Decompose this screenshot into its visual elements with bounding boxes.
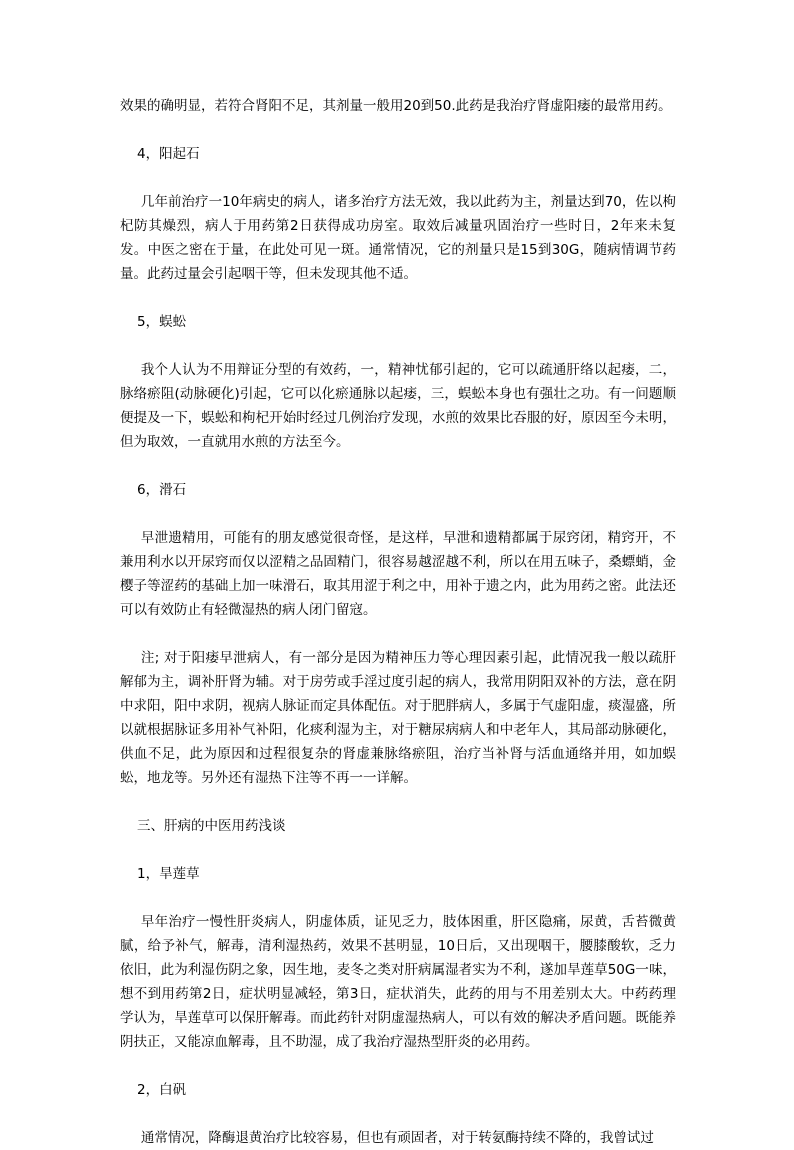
spacer xyxy=(120,1102,676,1126)
heading-yangqishi: 4，阳起石 xyxy=(137,146,200,162)
spacer xyxy=(120,502,676,526)
heading-hanliancao: 1，旱莲草 xyxy=(137,866,200,882)
paragraph-yangqishi: 几年前治疗一10年病史的病人，诸多治疗方法无效，我以此药为主，剂量达到70，佐以枸杞防其燥烈，病人于用药第2日获得成功房室。取效后减量巩固治疗一些时日，2年来未复发。中医之密在于量，在此处可见一斑。通常情况，它的剂量只是15到30G，随病情调节药量。此药过量会引起咽干等，但未发现其他不适。 xyxy=(120,194,676,282)
paragraph-note: 注; 对于阳痿早泄病人，有一部分是因为精神压力等心理因素引起，此情况我一般以疏肝解郁为主，调补肝肾为辅。对于房劳或手淫过度引起的病人，我常用阴阳双补的方法，意在阴中求阳，阳中求阴，视病人脉证而定具体配伍。对于肥胖病人，多属于气虚阳虚，痰湿盛，所以就根据脉证多用补气补阳，化痰利湿为主，对于糖尿病病人和中老年人，其局部动脉硬化，供血不足，此为原因和过程很复杂的肾虚兼脉络瘀阻，治疗当补肾与活血通络并用，如加蜈蚣，地龙等。另外还有湿热下注等不再一一详解。 xyxy=(120,650,676,786)
heading-baifan: 2，白矾 xyxy=(137,1082,187,1098)
paragraph-wugong: 我个人认为不用辩证分型的有效药，一，精神忧郁引起的，它可以疏通肝络以起痿，二，脉络瘀阻(动脉硬化)引起，它可以化瘀通脉以起痿，三，蜈蚣本身也有强壮之功。有一问题顺便提及一下，蜈蚣和枸杞开始时经过几例治疗发现，水煎的效果比吞服的好，原因至今未明，但为取效，一直就用水煎的方法至今。 xyxy=(120,362,676,450)
spacer xyxy=(120,1054,676,1078)
spacer xyxy=(120,166,676,190)
spacer xyxy=(120,790,676,814)
paragraph-intro: 效果的确明显，若符合肾阳不足，其剂量一般用20到50.此药是我治疗肾虚阳痿的最常用药。 xyxy=(120,98,672,114)
document-page xyxy=(120,94,676,1150)
spacer xyxy=(120,622,676,646)
spacer xyxy=(120,838,676,862)
spacer xyxy=(120,454,676,478)
heading-section-liver: 三、肝病的中医用药浅谈 xyxy=(137,818,286,834)
spacer xyxy=(120,118,676,142)
paragraph-baifan: 通常情况，降酶退黄治疗比较容易，但也有顽固者，对于转氨酶持续不降的，我曾试过 xyxy=(140,1130,654,1146)
paragraph-hanliancao: 早年治疗一慢性肝炎病人，阴虚体质，证见乏力，肢体困重，肝区隐痛，尿黄，舌苔微黄腻，给予补气，解毒，清利湿热药，效果不甚明显，10日后，又出现咽干，腰膝酸软，乏力依旧，此为利湿伤阴之象，因生地，麦冬之类对肝病属湿者实为不利，遂加旱莲草50G一味，想不到用药第2日，症状明显减轻，第3日，症状消失，此药的用与不用差别太大。中药药理学认为，旱莲草可以保肝解毒。而此药针对阴虚湿热病人，可以有效的解决矛盾问题。既能养阴扶正，又能凉血解毒，且不助湿，成了我治疗湿热型肝炎的必用药。 xyxy=(120,914,676,1050)
spacer xyxy=(120,334,676,358)
heading-wugong: 5，蜈蚣 xyxy=(137,314,187,330)
heading-huashi: 6，滑石 xyxy=(137,482,187,498)
paragraph-huashi: 早泄遗精用，可能有的朋友感觉很奇怪，是这样，早泄和遗精都属于尿窍闭，精窍开，不兼用利水以开尿窍而仅以涩精之品固精门，很容易越涩越不利，所以在用五味子，桑螵蛸，金樱子等涩药的基础上加一味滑石，取其用涩于利之中，用补于遗之内，此为用药之密。此法还可以有效防止有轻微湿热的病人闭门留寇。 xyxy=(120,530,676,618)
spacer xyxy=(120,286,676,310)
spacer xyxy=(120,886,676,910)
